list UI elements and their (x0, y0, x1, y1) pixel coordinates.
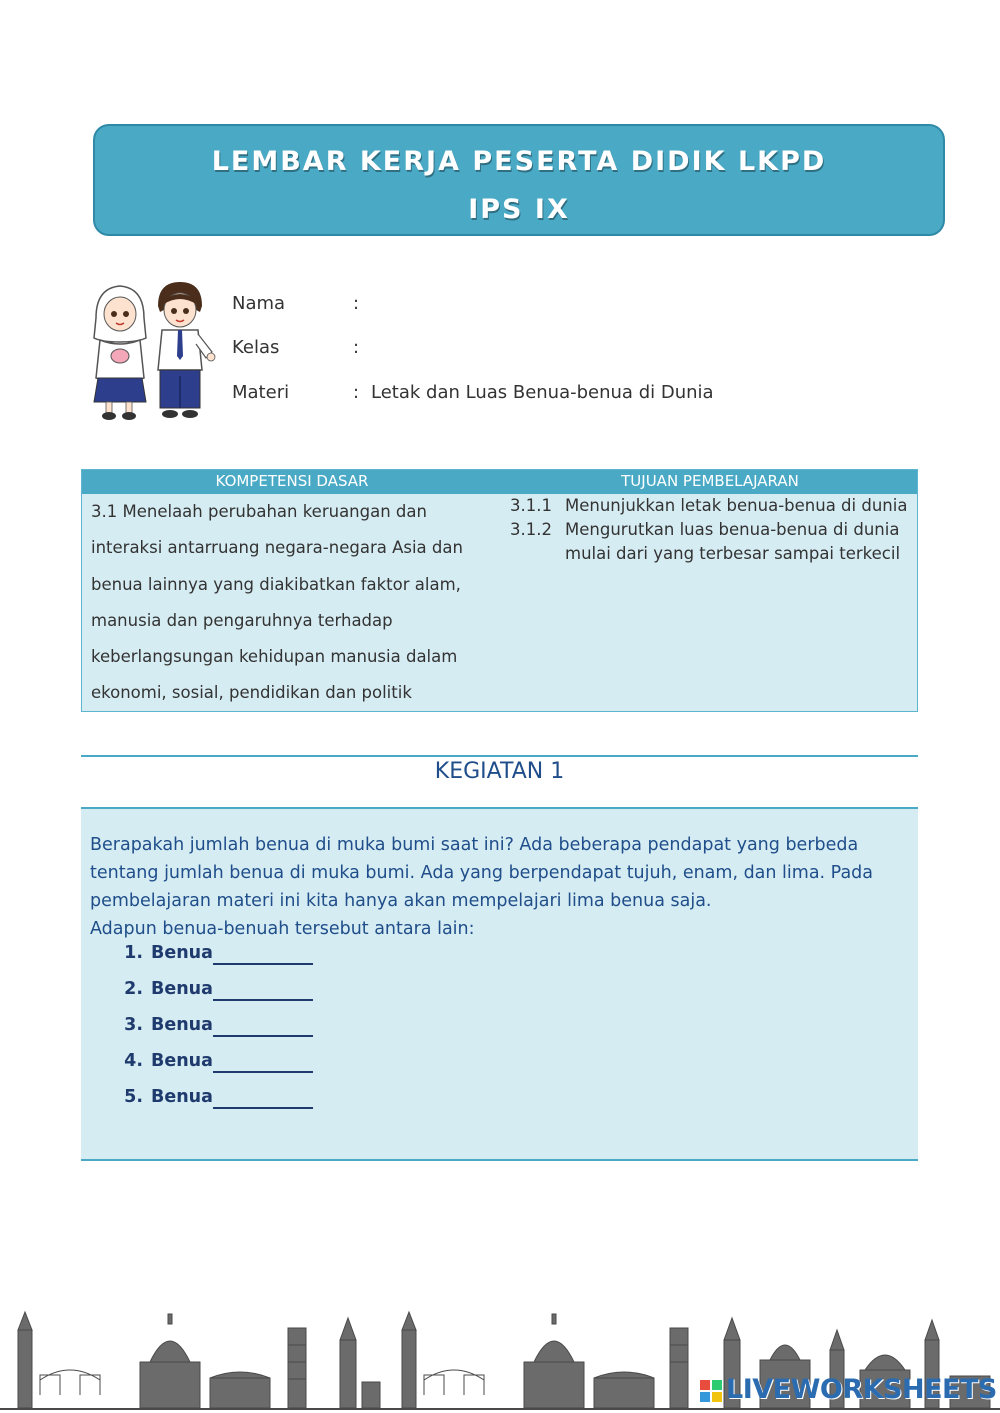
title-banner (93, 124, 945, 236)
table-header (82, 470, 917, 494)
intro-line: Berapakah jumlah benua di muka bumi saat ini? Ada beberapa pendapat yang berbeda (90, 835, 859, 855)
materi-colon: : (353, 382, 360, 403)
nama-colon: : (353, 293, 360, 314)
kompetensi-line: benua lainnya yang diakibatkan faktor alam, (91, 574, 461, 594)
item-label: Benua (151, 1015, 213, 1035)
kompetensi-header: KOMPETENSI DASAR (215, 472, 369, 490)
kompetensi-line: manusia dan pengaruhnya terhadap (91, 610, 393, 630)
kegiatan-panel (81, 807, 918, 1161)
kegiatan-intro (90, 831, 905, 943)
materi-value: Letak dan Luas Benua-benua di Dunia (371, 382, 714, 403)
answer-blank[interactable] (213, 963, 313, 965)
answer-blank[interactable] (213, 1035, 313, 1037)
students-illustration (88, 278, 223, 423)
title-line-2: IPS IX (468, 194, 570, 225)
intro-line: tentang jumlah benua di muka bumi. Ada yang berpendapat tujuh, enam, dan lima. Pada (90, 863, 874, 883)
tujuan-number: 3.1.2 (510, 520, 552, 539)
item-number: 1. (124, 943, 143, 963)
kegiatan-divider (81, 755, 918, 757)
kompetensi-line: 3.1 Menelaah perubahan keruangan dan (91, 502, 427, 521)
kompetensi-line: keberlangsungan kehidupan manusia dalam (91, 647, 458, 667)
kelas-label: Kelas (232, 337, 280, 358)
answer-blank[interactable] (213, 1071, 313, 1073)
kompetensi-line: interaksi antarruang negara-negara Asia dan (91, 538, 463, 558)
answer-blank[interactable] (213, 999, 313, 1001)
item-label: Benua (151, 1051, 213, 1071)
title-line-1: LEMBAR KERJA PESERTA DIDIK LKPD (211, 146, 827, 177)
kelas-colon: : (353, 337, 360, 358)
competency-table (81, 469, 918, 712)
liveworksheets-icon (700, 1380, 722, 1402)
tujuan-header: TUJUAN PEMBELAJARAN (621, 472, 799, 490)
kompetensi-line: ekonomi, sosial, pendidikan dan politik (91, 683, 412, 703)
kompetensi-text (91, 494, 501, 712)
item-label: Benua (151, 943, 213, 963)
tujuan-number: 3.1.1 (510, 496, 552, 515)
item-number: 4. (124, 1051, 143, 1071)
materi-label: Materi (232, 382, 290, 403)
brand-text: LIVEWORKSHEETS (726, 1374, 997, 1405)
tujuan-text: Menunjukkan letak benua-benua di dunia (565, 496, 908, 515)
tujuan-item (510, 494, 915, 518)
intro-line: Adapun benua-benuah tersebut antara lain: (90, 919, 475, 939)
item-label: Benua (151, 979, 213, 999)
kegiatan-title: KEGIATAN 1 (434, 759, 565, 784)
tujuan-item (510, 518, 915, 566)
item-number: 5. (124, 1087, 143, 1107)
item-label: Benua (151, 1087, 213, 1107)
item-number: 2. (124, 979, 143, 999)
item-number: 3. (124, 1015, 143, 1035)
tujuan-list (510, 494, 915, 566)
nama-label: Nama (232, 293, 286, 314)
answer-blank[interactable] (213, 1107, 313, 1109)
intro-line: pembelajaran materi ini kita hanya akan mempelajari lima benua saja. (90, 891, 712, 911)
tujuan-text: Mengurutkan luas benua-benua di dunia mulai dari yang terbesar sampai terkecil (565, 520, 901, 563)
